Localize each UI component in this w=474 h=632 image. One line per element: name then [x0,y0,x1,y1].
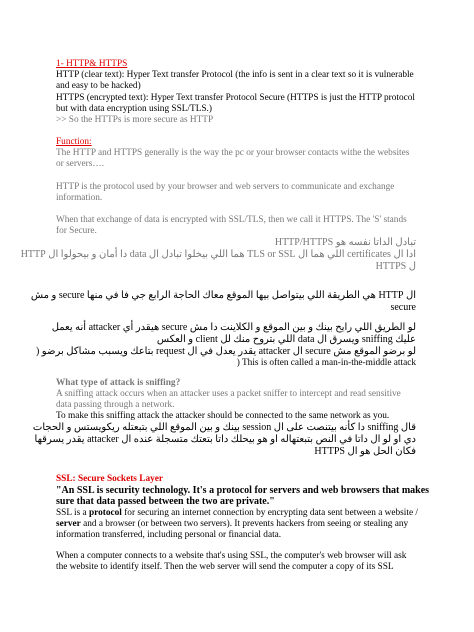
https-encryption-line: for Secure. [56,226,97,236]
https-definition-line: but with data encryption using SSL/TLS.) [56,104,212,114]
ssl-def-rest: for securing an internet connection by encrypting data sent between a website / [121,508,418,518]
arabic-note-line: ادا ال certificates اللي هما ال TLS or SSL هما اللي بيخلوا تبادل ال data دا أمان و بيحولوا ال HTTP [20,249,416,260]
function-heading: Function: [56,137,92,147]
protocol-bold: protocol [88,508,122,518]
ssl-line2-rest: and a browser (or between two servers). It prevents hackers from seeing or stealing any [80,519,409,529]
arabic-http-line: secure [390,302,416,313]
arabic-attacker-line: لو الطريق اللي رايح بينك و بين الموقع و الكلاينت دا مش secure هيقدر أي attacker أنه يعمل [51,322,416,333]
sniffing-heading: What type of attack is sniffing? [56,378,181,388]
ssl-def-prefix: SSL is a [56,508,89,518]
arabic-attacker-line: عليك sniffing ويسرق ال data اللي بتروح منك لل client و العكس [156,334,416,345]
function-paragraph-line: or servers…. [56,159,105,169]
http-protocol-line: HTTP is the protocol used by your browser and web servers to communicate and exchange [56,182,395,192]
ssl-definition-line [56,508,418,519]
https-note: >> So the HTTPs is more secure as HTTP [56,115,214,125]
https-definition-line: HTTPS (encrypted text): Hyper Text transfer Protocol Secure (HTTPS is just the HTTP protocol [56,93,416,103]
arabic-sniffing-line: فكان الحل هو ال HTTPS [314,446,416,457]
arabic-note-line: تبادل الداتا نفسه هو HTTP/HTTPS [274,237,416,248]
ssl-process-line: When a computer connects to a website that's using SSL, the computer's web browser will ask [56,551,407,561]
sniffing-definition-line: A sniffing attack occurs when an attacker uses a packet sniffer to intercept and read sensitive [56,389,401,399]
http-definition-line: HTTP (clear text): Hyper Text transfer Protocol (the info is sent in a clear text so it is vulnerable [56,70,414,80]
arabic-sniffing-line: دي او لو ال داتا في النص بتبعتهاله او هو بيحلك داتا بتعتك متسجلة عنده ال attacker يقدر يسرقها [34,434,416,445]
https-encryption-line: When that exchange of data is encrypted with SSL/TLS, then we call it HTTPS. The 'S' stands [56,215,407,225]
ssl-definition-line [56,519,408,530]
sniffing-definition-line: data passing through a network. [56,400,175,410]
section1-heading: 1- HTTP& HTTPS [56,59,128,69]
ssl-quote-line: sure that data passed between the two are private." [56,496,275,507]
arabic-attacker-line: لو برضو الموقع مش secure ال attacker يقدر يعدل في ال request بتاعك ويسبب مشاكل برضو ( [35,346,416,357]
arabic-http-line: ال HTTP هي الطريقة اللي بيتواصل بيها الموقع معاك الحاجة الرابع جي فا في منها secure و مش [30,290,416,301]
sniffing-network-line: To make this sniffing attack the attacker should be connected to the same network as you. [56,411,390,421]
ssl-process-line: the website to identify itself. Then the web server will send the computer a copy of its SSL [56,562,394,572]
mitm-line: ) This is often called a man-in-the-middle attack [236,358,416,368]
http-definition-line: and easy to be hacked) [56,81,141,91]
server-bold: server [56,519,81,529]
function-paragraph-line: The HTTP and HTTPS generally is the way the pc or your browser contacts withe the websites [56,148,410,158]
ssl-heading: SSL: Secure Sockets Layer [56,474,163,484]
arabic-note-line: ل HTTPS [375,261,416,272]
arabic-sniffing-line: قال sniffing دا كأنه بيتنصت على ال session بينك و بين الموقع اللي بتبعتله ريكويستس و الحجات [32,422,416,433]
ssl-definition-line: information transferred, including personal or financial data. [56,530,282,540]
http-protocol-line: information. [56,193,103,203]
ssl-quote-line: "An SSL is security technology. It's a protocol for servers and web browsers that makes [56,485,430,496]
